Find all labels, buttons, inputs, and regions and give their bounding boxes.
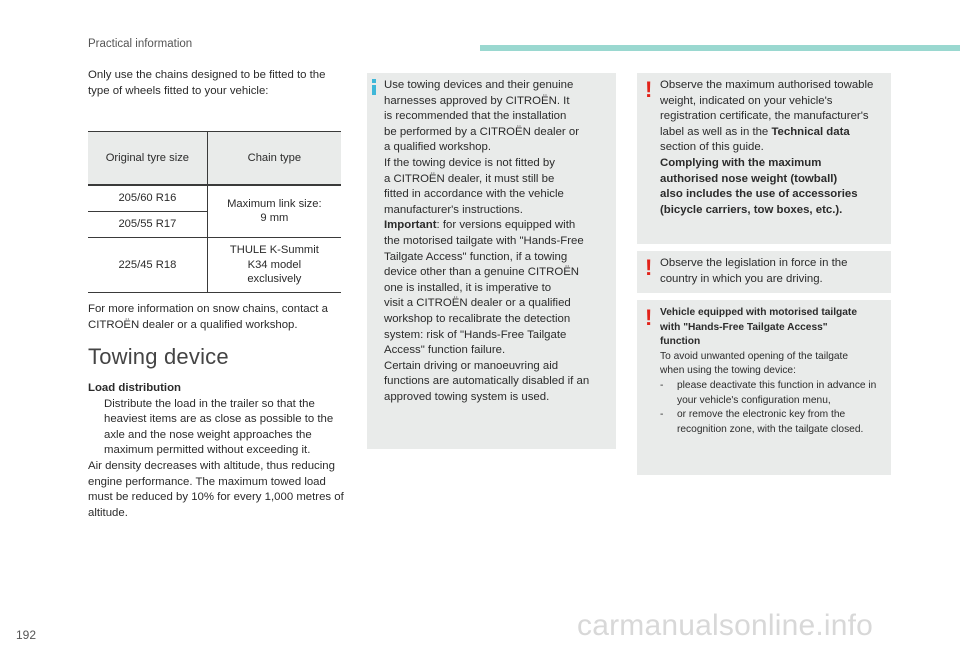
info-line: be performed by a CITROËN dealer or bbox=[384, 125, 579, 138]
table-header-row bbox=[88, 132, 341, 185]
info-line: If the towing device is not fitted by bbox=[384, 156, 555, 169]
warning-icon: ! bbox=[645, 77, 653, 102]
snow-chains-table bbox=[88, 131, 341, 293]
info-line: visit a CITROËN dealer or a qualified bbox=[384, 297, 571, 310]
warning-icon: ! bbox=[645, 305, 653, 330]
load-distribution-section bbox=[88, 381, 350, 521]
info-line: fitted in accordance with the vehicle bbox=[384, 188, 564, 201]
chain-type-line: K34 model bbox=[247, 258, 302, 271]
warning-line-text: label as well as in the bbox=[660, 125, 772, 138]
header-tyre-size: Original tyre size bbox=[88, 132, 207, 185]
info-line: workshop to recalibrate the detection bbox=[384, 312, 571, 325]
info-line: a qualified workshop. bbox=[384, 141, 492, 154]
load-distribution-title: Load distribution bbox=[88, 382, 182, 394]
header-chain-type: Chain type bbox=[207, 132, 341, 185]
info-line: one is installed, it is imperative to bbox=[384, 281, 552, 294]
warning-line: Observe the maximum authorised towable bbox=[660, 79, 874, 91]
info-line: functions are automatically disabled if an bbox=[384, 375, 590, 388]
info-line: system: risk of "Hands-Free Tailgate bbox=[384, 328, 567, 341]
info-line: harnesses approved by CITROËN. It bbox=[384, 94, 570, 107]
altitude-text: Air density decreases with altitude, thus reducing engine performance. The maximum towed load must be reduced by 10% for every 1,000 metres of altitude. bbox=[88, 459, 344, 519]
tyre-size-cell: 225/45 R18 bbox=[88, 238, 207, 293]
towing-device-heading: Towing device bbox=[88, 344, 229, 369]
info-line: device other than a genuine CITROËN bbox=[384, 266, 580, 279]
dash-marker: - bbox=[660, 409, 664, 421]
list-item-text: or remove the electronic key from the recognition zone, with the tailgate closed. bbox=[677, 409, 864, 435]
info-line-text: : for versions equipped with bbox=[436, 219, 576, 232]
warning-line: when using the towing device: bbox=[660, 365, 796, 377]
warning-text-legislation bbox=[660, 256, 886, 287]
tailgate-warning-title: with "Hands-Free Tailgate Access" bbox=[660, 321, 828, 333]
list-item bbox=[88, 397, 350, 459]
warning-line: Observe the legislation in force in the bbox=[660, 257, 848, 269]
chain-type-line: 9 mm bbox=[260, 212, 289, 225]
chain-type-cell bbox=[207, 238, 341, 293]
warning-line-bold: (bicycle carriers, tow boxes, etc.). bbox=[660, 203, 843, 216]
dash-marker: - bbox=[660, 379, 664, 391]
warning-line: country in which you are driving. bbox=[660, 272, 823, 285]
tailgate-warning-title: function bbox=[660, 336, 701, 348]
warning-line: To avoid unwanted opening of the tailgate bbox=[660, 350, 849, 362]
chain-type-line: Maximum link size: bbox=[227, 197, 322, 210]
warning-line-bold: authorised nose weight (towball) bbox=[660, 172, 838, 185]
info-line: Certain driving or manoeuvring aid bbox=[384, 359, 559, 372]
info-line: the motorised tailgate with "Hands-Free bbox=[384, 234, 584, 247]
important-label: Important bbox=[384, 219, 437, 232]
table-row bbox=[88, 185, 341, 212]
info-line: a CITROËN dealer, it must still be bbox=[384, 172, 555, 185]
info-line: is recommended that the installation bbox=[384, 110, 567, 123]
info-line: manufacturer's instructions. bbox=[384, 203, 523, 216]
tyre-size-cell: 205/60 R16 bbox=[88, 185, 207, 212]
info-icon bbox=[372, 79, 376, 95]
warning-line: weight, indicated on your vehicle's bbox=[660, 94, 833, 107]
chain-type-cell bbox=[207, 185, 341, 238]
tailgate-warning-title: Vehicle equipped with motorised tailgate bbox=[660, 307, 857, 318]
info-line: Access" function failure. bbox=[384, 344, 506, 357]
technical-data-ref: Technical data bbox=[771, 125, 850, 138]
info-box-text bbox=[384, 78, 612, 405]
list-item-text: please deactivate this function in advance in your vehicle's configuration menu, bbox=[677, 379, 877, 406]
warning-text-tailgate bbox=[660, 306, 886, 437]
info-line: Use towing devices and their genuine bbox=[384, 79, 574, 91]
snow-chains-intro-text: Only use the chains designed to be fitted to the type of wheels fitted to your vehicle: bbox=[88, 69, 326, 97]
table-row bbox=[88, 238, 341, 293]
info-line: Tailgate Access" function, if a towing bbox=[384, 250, 568, 263]
warning-text-towable-weight bbox=[660, 78, 886, 218]
section-label: Practical information bbox=[88, 38, 193, 50]
page-number: 192 bbox=[16, 628, 37, 642]
chain-type-line: THULE K-Summit bbox=[229, 244, 319, 257]
header-accent-bar bbox=[480, 45, 960, 51]
bullet-text: Distribute the load in the trailer so that the heaviest items are as close as possible to the axle and the nose weight approaches the maximum permitted without exceeding it. bbox=[104, 397, 334, 457]
watermark: carmanualsonline.info bbox=[577, 609, 874, 642]
warning-line-bold: Complying with the maximum bbox=[660, 156, 822, 169]
warning-line: section of this guide. bbox=[660, 141, 764, 154]
list-item bbox=[660, 379, 886, 408]
snow-chains-note: For more information on snow chains, contact a CITROËN dealer or a qualified workshop. bbox=[88, 303, 328, 331]
warning-line-bold: also includes the use of accessories bbox=[660, 188, 858, 201]
chain-type-line: exclusively bbox=[247, 273, 302, 286]
info-line: approved towing system is used. bbox=[384, 390, 550, 403]
tyre-size-cell: 205/55 R17 bbox=[88, 212, 207, 238]
warning-line bbox=[660, 125, 886, 141]
list-item bbox=[660, 408, 886, 437]
info-line bbox=[384, 218, 612, 234]
snow-chains-intro bbox=[88, 68, 348, 99]
warning-line: registration certificate, the manufacturer's bbox=[660, 110, 869, 123]
warning-icon: ! bbox=[645, 255, 653, 280]
